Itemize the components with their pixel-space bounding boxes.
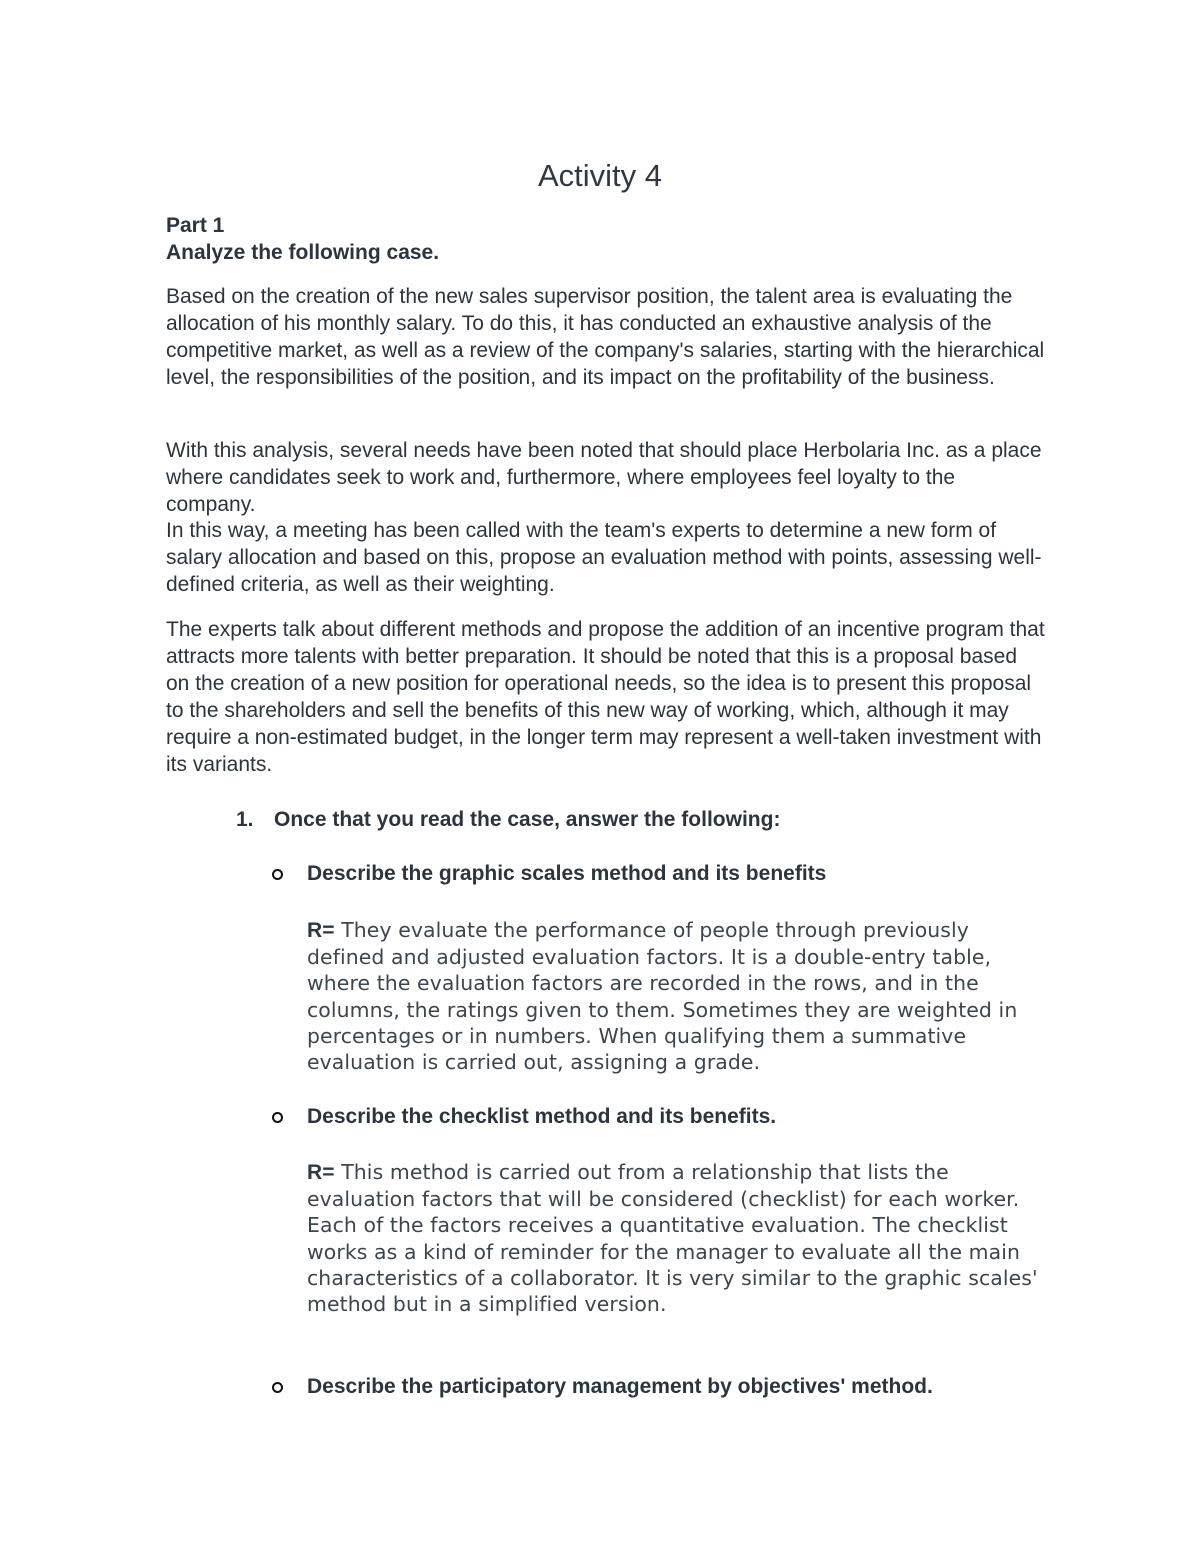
sub-question-graphic-scales — [272, 860, 826, 887]
case-paragraph-2: With this analysis, several needs have been noted that should place Herbolaria Inc. as a place where candidates seek to work and, furthermore, where employees feel loyalty to the company. — [166, 439, 1042, 516]
sub-question-checklist — [272, 1103, 776, 1130]
answer-text: This method is carried out from a relationship that lists the evaluation factors that will be considered (checklist) for each worker. Each of the factors receives a quantitative evaluation. The checklist works as a kind of reminder for the manager to evaluate all the main characteristics of a collaborator. It is very similar to the graphic scales' method but in a simplified version. — [307, 1160, 1038, 1317]
sub-question-participatory-mbo — [272, 1373, 933, 1400]
part-heading: Part 1 — [166, 214, 225, 237]
answer-prefix: R= — [307, 1161, 335, 1184]
sub-question-text: Describe the participatory management by objectives' method. — [307, 1375, 933, 1398]
sub-question-text: Describe the checklist method and its benefits. — [307, 1105, 777, 1128]
instruction-heading: Analyze the following case. — [166, 241, 440, 264]
case-paragraph-1: Based on the creation of the new sales supervisor position, the talent area is evaluating the allocation of his monthly salary. To do this, it has conducted an exhaustive analysis of the competitive market, as well as a review of the company's salaries, starting with the hierarchical level, the responsibilities of the position, and its impact on the profitability of the business. — [166, 285, 1045, 389]
hollow-bullet-icon — [272, 1112, 283, 1123]
answer-text: They evaluate the performance of people through previously defined and adjusted evaluation factors. It is a double-entry table, where the evaluation factors are recorded in the rows, and in the columns, the ratings given to them. Sometimes they are weighted in percentages or in numbers. When qualifying them a summative evaluation is carried out, assigning a grade. — [307, 918, 1018, 1075]
hollow-bullet-icon — [272, 1382, 283, 1393]
answer-prefix: R= — [307, 919, 335, 942]
sub-question-text: Describe the graphic scales method and its benefits — [307, 862, 827, 885]
case-paragraph-3: In this way, a meeting has been called with the team's experts to determine a new form of salary allocation and based on this, propose an evaluation method with points, assessing well-defined criteria, as well as their weighting. — [166, 519, 1042, 596]
document-title: Activity 4 — [537, 158, 663, 193]
question-number: 1. — [236, 808, 254, 831]
question-text: Once that you read the case, answer the following: — [274, 808, 781, 831]
case-paragraph-4: The experts talk about different methods and propose the addition of an incentive program that attracts more talents with better preparation. It should be noted that this is a proposal based on the creation of a new position for operational needs, so the idea is to present this proposal to the shareholders and sell the benefits of this new way of working, which, although it may require a non-estimated budget, in the longer term may represent a well-taken investment with its variants. — [166, 618, 1045, 776]
hollow-bullet-icon — [272, 869, 283, 880]
numbered-question-1 — [236, 806, 780, 833]
answer-checklist — [307, 1159, 1047, 1317]
answer-graphic-scales — [307, 917, 1047, 1075]
